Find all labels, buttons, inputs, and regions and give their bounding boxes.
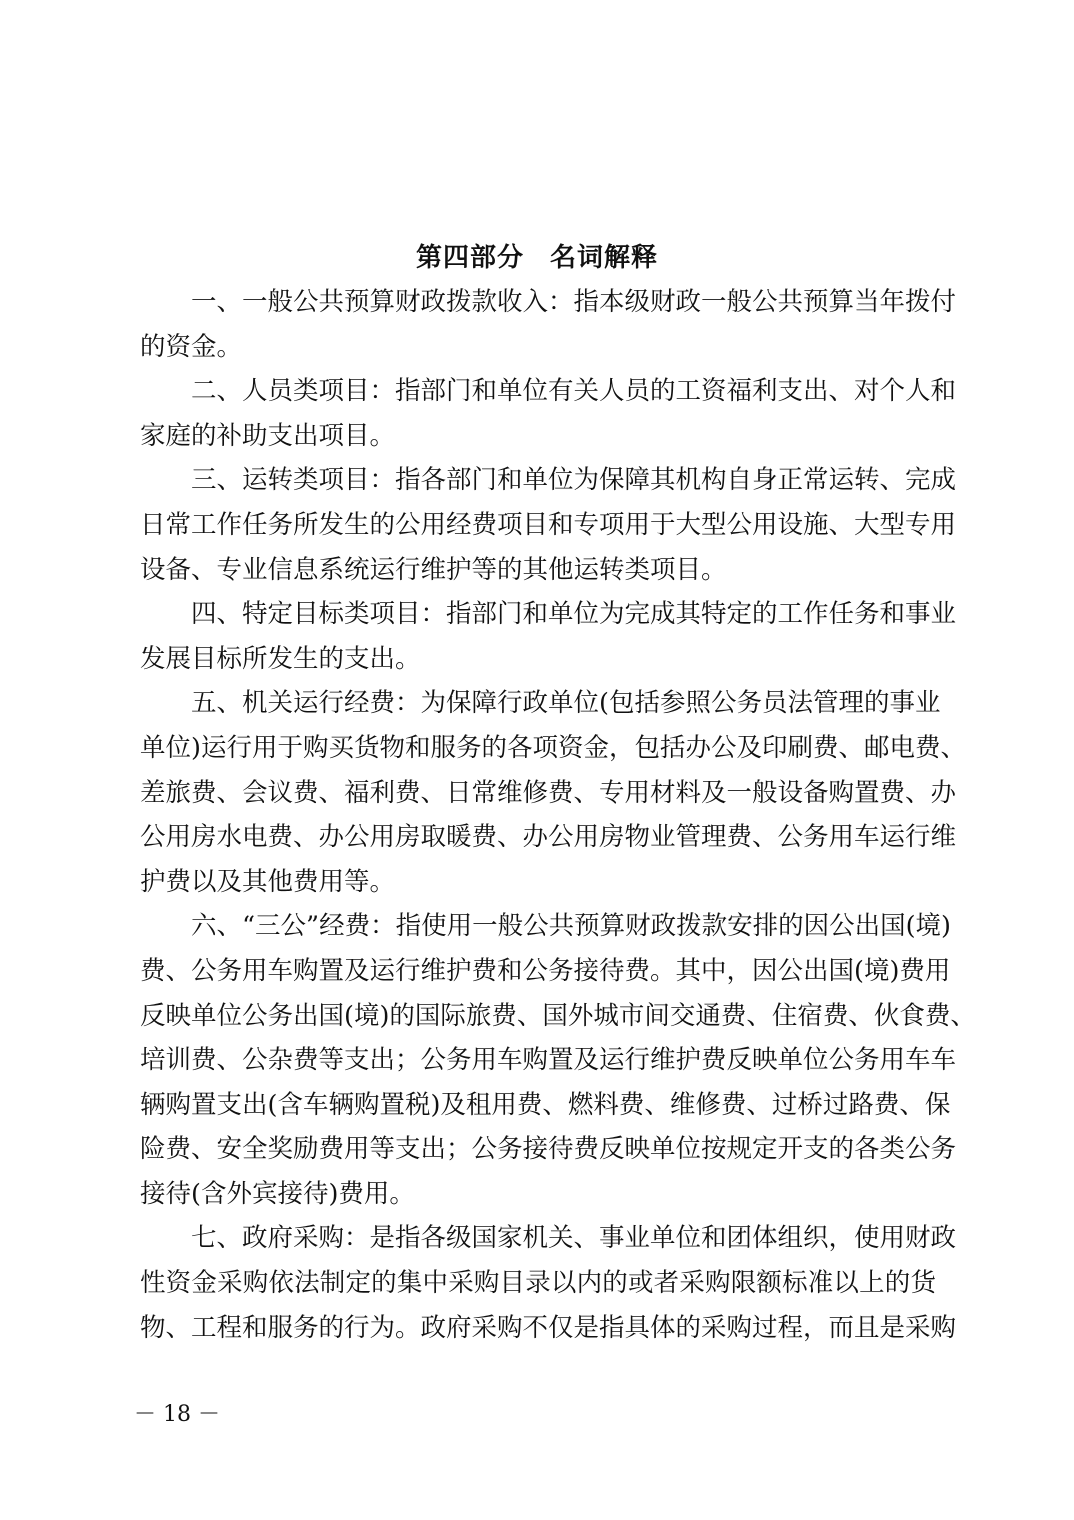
paragraph-line: 辆购置支出(含车辆购置税)及租用费、燃料费、维修费、过桥过路费、保	[140, 1089, 951, 1120]
paragraph-line: 护费以及其他费用等。	[140, 866, 396, 897]
glossary-body	[140, 280, 976, 1350]
glossary-paragraph	[140, 369, 957, 458]
section-part-label: 第四部分	[415, 243, 524, 273]
glossary-paragraph	[140, 458, 957, 592]
paragraph-line: 发展目标所发生的支出。	[140, 643, 421, 674]
paragraph-line: 公用房水电费、办公用房取暖费、办公用房物业管理费、公务用车运行维	[140, 822, 957, 853]
page-number: － 18 －	[134, 1402, 220, 1427]
paragraph-line: 设备、专业信息系统运行维护等的其他运转类项目。	[140, 554, 727, 585]
paragraph-line: 物、工程和服务的行为。政府采购不仅是指具体的采购过程，而且是采购	[140, 1312, 957, 1343]
glossary-paragraph	[140, 904, 976, 1216]
section-name-label: 名词解释	[550, 243, 659, 273]
glossary-paragraph	[140, 592, 957, 681]
paragraph-line: 家庭的补助支出项目。	[140, 420, 396, 451]
paragraph-line: 二、人员类项目：指部门和单位有关人员的工资福利支出、对个人和	[191, 376, 957, 407]
paragraph-line: 的资金。	[140, 331, 243, 362]
paragraph-line: 接待(含外宾接待)费用。	[140, 1178, 415, 1209]
paragraph-line: 一、一般公共预算财政拨款收入：指本级财政一般公共预算当年拨付	[191, 287, 957, 317]
paragraph-line: 性资金采购依法制定的集中采购目录以内的或者采购限额标准以上的货	[140, 1268, 936, 1299]
glossary-paragraph	[140, 280, 957, 369]
paragraph-line: 七、政府采购：是指各级国家机关、事业单位和团体组织，使用财政	[191, 1223, 957, 1254]
paragraph-line: 六、“三公”经费：指使用一般公共预算财政拨款安排的因公出国(境)	[191, 911, 951, 942]
paragraph-line: 三、运转类项目：指各部门和单位为保障其机构自身正常运转、完成	[191, 465, 957, 496]
paragraph-line: 费、公务用车购置及运行维护费和公务接待费。其中，因公出国(境)费用	[140, 955, 951, 986]
paragraph-line: 险费、安全奖励费用等支出；公务接待费反映单位按规定开支的各类公务	[140, 1134, 957, 1165]
glossary-paragraph	[140, 1216, 957, 1350]
paragraph-line: 差旅费、会议费、福利费、日常维修费、专用材料及一般设备购置费、办	[140, 777, 957, 808]
paragraph-line: 反映单位公务出国(境)的国际旅费、国外城市间交通费、住宿费、伙食费、	[140, 1000, 976, 1031]
section-title	[0, 236, 1074, 280]
paragraph-line: 单位)运行用于购买货物和服务的各项资金，包括办公及印刷费、邮电费、	[140, 732, 966, 763]
glossary-paragraph	[140, 681, 966, 904]
paragraph-line: 日常工作任务所发生的公用经费项目和专项用于大型公用设施、大型专用	[140, 509, 957, 540]
paragraph-line: 培训费、公杂费等支出；公务用车购置及运行维护费反映单位公务用车车	[140, 1045, 957, 1076]
paragraph-line: 五、机关运行经费：为保障行政单位(包括参照公务员法管理的事业	[191, 688, 941, 719]
paragraph-line: 四、特定目标类项目：指部门和单位为完成其特定的工作任务和事业	[191, 599, 957, 630]
